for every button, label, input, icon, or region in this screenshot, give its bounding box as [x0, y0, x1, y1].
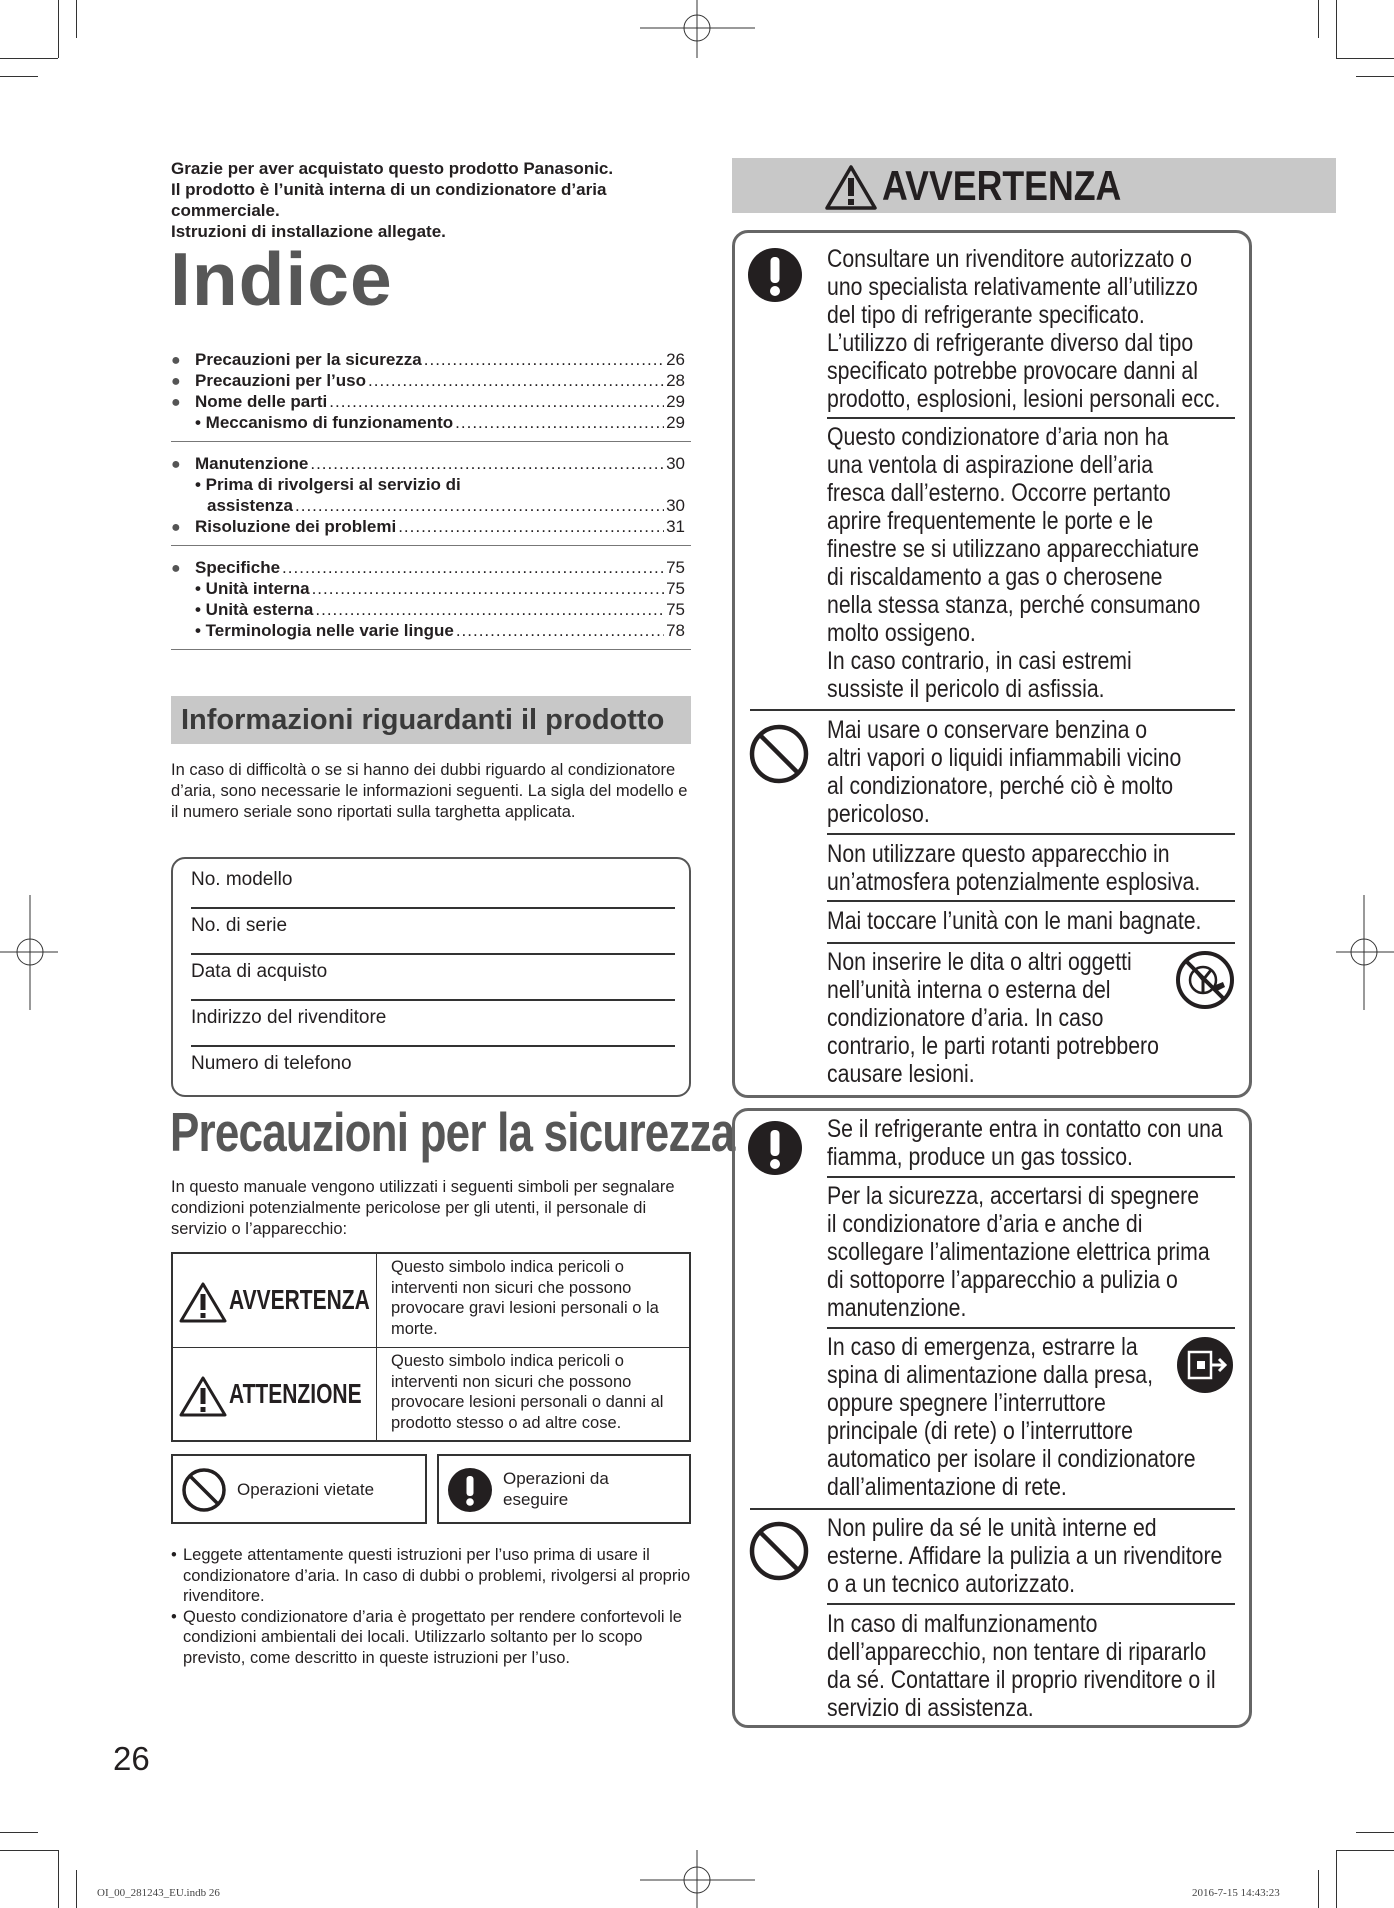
toc-item[interactable]: ● Manutenzione ..... 30 — [171, 453, 685, 474]
toc-item[interactable]: ● Risoluzione dei problemi ..... 31 — [171, 516, 685, 537]
symbol-table — [171, 1252, 691, 1442]
symbol-name: AVVERTENZA — [229, 1284, 370, 1315]
field-serial[interactable]: No. di serie — [191, 915, 288, 936]
product-info-form — [171, 857, 691, 1097]
warning-text: Non pulire da sé le unità interne ed esterne. Affidare la pulizia a un rivenditore o a un tecnico autorizzato. — [827, 1514, 1223, 1598]
toc-item[interactable]: • Terminologia nelle varie lingue ..... 78 — [171, 620, 685, 641]
bullet-icon: ● — [171, 394, 181, 411]
unplug-icon — [1175, 1335, 1235, 1395]
bullet-icon: ● — [171, 373, 181, 390]
prohibition-icon — [748, 1520, 810, 1582]
mandatory-ops-box — [437, 1454, 691, 1524]
warning-triangle-icon — [824, 163, 878, 211]
prohibition-icon — [181, 1467, 227, 1513]
toc-group-1 — [171, 349, 685, 433]
warning-triangle-icon — [179, 1281, 227, 1323]
index-title: Indice — [170, 237, 393, 321]
safety-title: Precauzioni per la sicurezza — [170, 1101, 735, 1163]
intro-line: Grazie per aver acquistato questo prodotto Panasonic. — [171, 159, 614, 178]
mandatory-ops-label: Operazioni da eseguire — [503, 1469, 609, 1509]
bullet-icon: ● — [171, 519, 181, 536]
bullet-icon: ● — [171, 560, 181, 577]
field-model[interactable]: No. modello — [191, 869, 293, 890]
toc-item[interactable]: ● Nome delle parti ..... 29 — [171, 391, 685, 412]
product-info-text: In caso di difficoltà o se si hanno dei dubbi riguardo al condizionatore d’aria, sono necessarie le informazioni seguenti. La sigla del modello e il numero seriale sono riportati sulla targhetta applicata. — [171, 761, 688, 821]
intro-line: commerciale. — [171, 201, 280, 220]
toc-item[interactable]: ● Specifiche ..... 75 — [171, 557, 685, 578]
warning-text: Non inserire le dita o altri oggetti nell’unità interna o esterna del condizionatore d’aria. In caso contrario, le parti rotanti potrebbero causare lesioni. — [827, 948, 1159, 1088]
toc-divider — [171, 545, 691, 546]
symbol-desc: Questo simbolo indica pericoli o interventi non sicuri che possono provocare gravi lesioni personali o la morte. — [391, 1258, 659, 1338]
registration-mark-top — [640, 0, 755, 58]
toc-item[interactable]: assistenza ..... 30 — [171, 495, 685, 516]
page-number: 26 — [113, 1740, 150, 1777]
toc-group-2 — [171, 453, 685, 537]
registration-mark-bottom — [640, 1850, 755, 1908]
toc-item[interactable]: ● Precauzioni per la sicurezza ..... 26 — [171, 349, 685, 370]
warning-text: Consultare un rivenditore autorizzato o uno specialista relativamente all’utilizzo del tipo di refrigerante specificato. L’utilizzo di refrigerante diverso dal tipo specificato potrebbe provocare danni al prodotto, esplosioni, lesioni personali ecc. — [827, 245, 1221, 413]
bullet-icon: ● — [171, 352, 181, 369]
symbol-desc: Questo simbolo indica pericoli o interventi non sicuri che possono provocare lesioni personali o danni al prodotto stesso o ad altre cose. — [391, 1352, 664, 1432]
footer-date: 2016-7-15 14:43:23 — [1192, 1887, 1280, 1899]
toc-item[interactable]: • Unità interna ..... 75 — [171, 578, 685, 599]
warning-text: Se il refrigerante entra in contatto con una fiamma, produce un gas tossico. — [827, 1115, 1223, 1171]
symbol-row-caution — [173, 1348, 689, 1441]
warning-header — [732, 158, 1336, 213]
safety-intro-text: In questo manuale vengono utilizzati i seguenti simboli per segnalare condizioni potenzialmente pericolose per gli utenti, il personale di servizio o l’apparecchio: — [171, 1178, 675, 1238]
forbidden-ops-box — [171, 1454, 427, 1524]
field-purchase-date[interactable]: Data di acquisto — [191, 961, 328, 982]
bullet-item: • Leggete attentamente questi istruzioni per l’uso prima di usare il condizionatore d’aria. In caso di dubbi o problemi, rivolgersi al proprio rivenditore. — [171, 1545, 701, 1607]
bullet-icon: ● — [171, 456, 181, 473]
warning-header-title: AVVERTENZA — [882, 162, 1122, 209]
intro-text — [171, 158, 691, 242]
symbol-name: ATTENZIONE — [229, 1378, 362, 1409]
safety-bullets — [171, 1545, 701, 1668]
field-dealer-address[interactable]: Indirizzo del rivenditore — [191, 1007, 387, 1028]
warning-text: Questo condizionatore d’aria non ha una ventola di aspirazione dell’aria fresca dall’esterno. Occorre pertanto aprire frequentemente le porte e le finestre se si utilizzano apparecchiature di riscaldamento a gas o cherosene nella stessa stanza, perché consumano molto ossigeno. In caso contrario, in casi estremi sussiste il pericolo di asfissia. — [827, 423, 1201, 703]
toc-group-3 — [171, 557, 685, 641]
bullet-item: • Questo condizionatore d’aria è progettato per rendere confortevoli le condizioni ambientali dei locali. Utilizzarlo soltanto per lo scopo previsto, come descritto in queste istruzioni per l’uso. — [171, 1607, 701, 1669]
toc-item[interactable]: ● Precauzioni per l’uso ..... 28 — [171, 370, 685, 391]
forbidden-ops-label: Operazioni vietate — [237, 1480, 375, 1499]
toc-item[interactable]: • Prima di rivolgersi al servizio di — [195, 475, 461, 494]
warning-text: Mai toccare l’unità con le mani bagnate. — [827, 907, 1202, 935]
registration-mark-left — [0, 895, 58, 1010]
toc-item[interactable]: • Unità esterna ..... 75 — [171, 599, 685, 620]
warning-text: Per la sicurezza, accertarsi di spegnere il condizionatore d’aria e anche di scollegare l’alimentazione elettrica prima di sottoporre l’apparecchio a pulizia o manutenzione. — [827, 1182, 1210, 1322]
toc-item[interactable]: • Meccanismo di funzionamento ..... 29 — [171, 412, 685, 433]
registration-mark-right — [1336, 895, 1394, 1010]
warning-text: In caso di malfunzionamento dell’apparecchio, non tentare di ripararlo da sé. Contattare il proprio rivenditore o il servizio di assistenza. — [827, 1610, 1216, 1722]
field-phone[interactable]: Numero di telefono — [191, 1053, 352, 1074]
mandatory-exclamation-icon — [748, 245, 802, 305]
warning-text: Mai usare o conservare benzina o altri vapori o liquidi infiammabili vicino al condizionatore, perché ciò è molto pericoloso. — [827, 716, 1182, 828]
intro-line: Il prodotto è l’unità interna di un condizionatore d’aria — [171, 180, 607, 199]
intro-line: Istruzioni di installazione allegate. — [171, 222, 446, 241]
mandatory-exclamation-icon — [447, 1467, 493, 1513]
toc-divider — [171, 649, 691, 650]
symbol-row-warning — [173, 1254, 689, 1348]
product-info-heading: Informazioni riguardanti il prodotto — [171, 696, 691, 744]
toc-divider — [171, 441, 691, 442]
prohibition-icon — [748, 723, 810, 785]
warning-text: In caso di emergenza, estrarre la spina di alimentazione dalla presa, oppure spegnere l’interruttore principale (di rete) o l’interruttore automatico per isolare il condizionatore dall’alimentazione di rete. — [827, 1333, 1196, 1501]
caution-triangle-icon — [179, 1375, 227, 1417]
footer-file: OI_00_281243_EU.indb 26 — [97, 1887, 220, 1899]
warning-text: Non utilizzare questo apparecchio in un’atmosfera potenzialmente esplosiva. — [827, 840, 1201, 896]
mandatory-exclamation-icon — [748, 1118, 802, 1178]
no-fingers-fan-icon — [1175, 950, 1235, 1010]
